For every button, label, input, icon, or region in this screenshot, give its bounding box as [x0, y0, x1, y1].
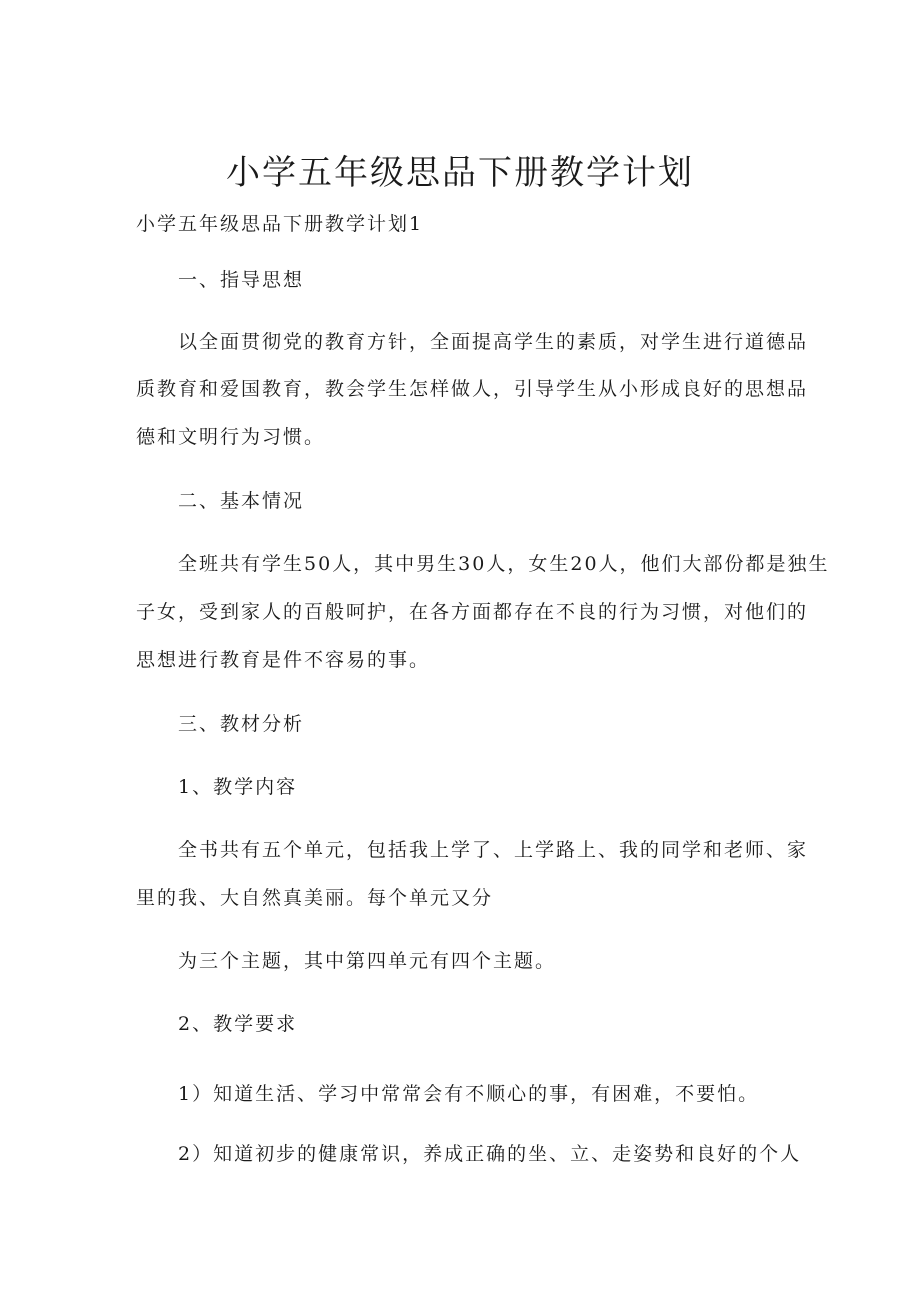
list-item: 2）知道初步的健康常识，养成正确的坐、立、走姿势和良好的个人 [178, 1143, 802, 1165]
paragraph-line: 里的我、大自然真美丽。每个单元又分 [136, 887, 494, 909]
paragraph-line: 质教育和爱国教育，教会学生怎样做人，引导学生从小形成良好的思想品 [136, 378, 809, 400]
list-item: 1）知道生活、学习中常常会有不顺心的事，有困难，不要怕。 [178, 1083, 760, 1105]
document-subtitle: 小学五年级思品下册教学计划1 [136, 213, 424, 235]
subheading-teaching-requirements: 2、教学要求 [178, 1013, 298, 1035]
heading-basic-situation: 二、基本情况 [178, 490, 305, 512]
heading-textbook-analysis: 三、教材分析 [178, 713, 305, 735]
paragraph-line: 德和文明行为习惯。 [136, 426, 326, 448]
paragraph-line: 以全面贯彻党的教育方针，全面提高学生的素质，对学生进行道德品 [178, 331, 809, 353]
paragraph-line: 全书共有五个单元，包括我上学了、上学路上、我的同学和老师、家 [178, 839, 809, 861]
paragraph-line: 子女，受到家人的百般呵护，在各方面都存在不良的行为习惯，对他们的 [136, 601, 809, 623]
subheading-teaching-content: 1、教学内容 [178, 776, 298, 798]
paragraph-line: 为三个主题，其中第四单元有四个主题。 [178, 950, 557, 972]
heading-guiding-thought: 一、指导思想 [178, 269, 305, 291]
paragraph-line: 全班共有学生50人，其中男生30人，女生20人，他们大部份都是独生 [178, 553, 830, 575]
document-title: 小学五年级思品下册教学计划 [226, 153, 694, 193]
paragraph-line: 思想进行教育是件不容易的事。 [136, 649, 431, 671]
